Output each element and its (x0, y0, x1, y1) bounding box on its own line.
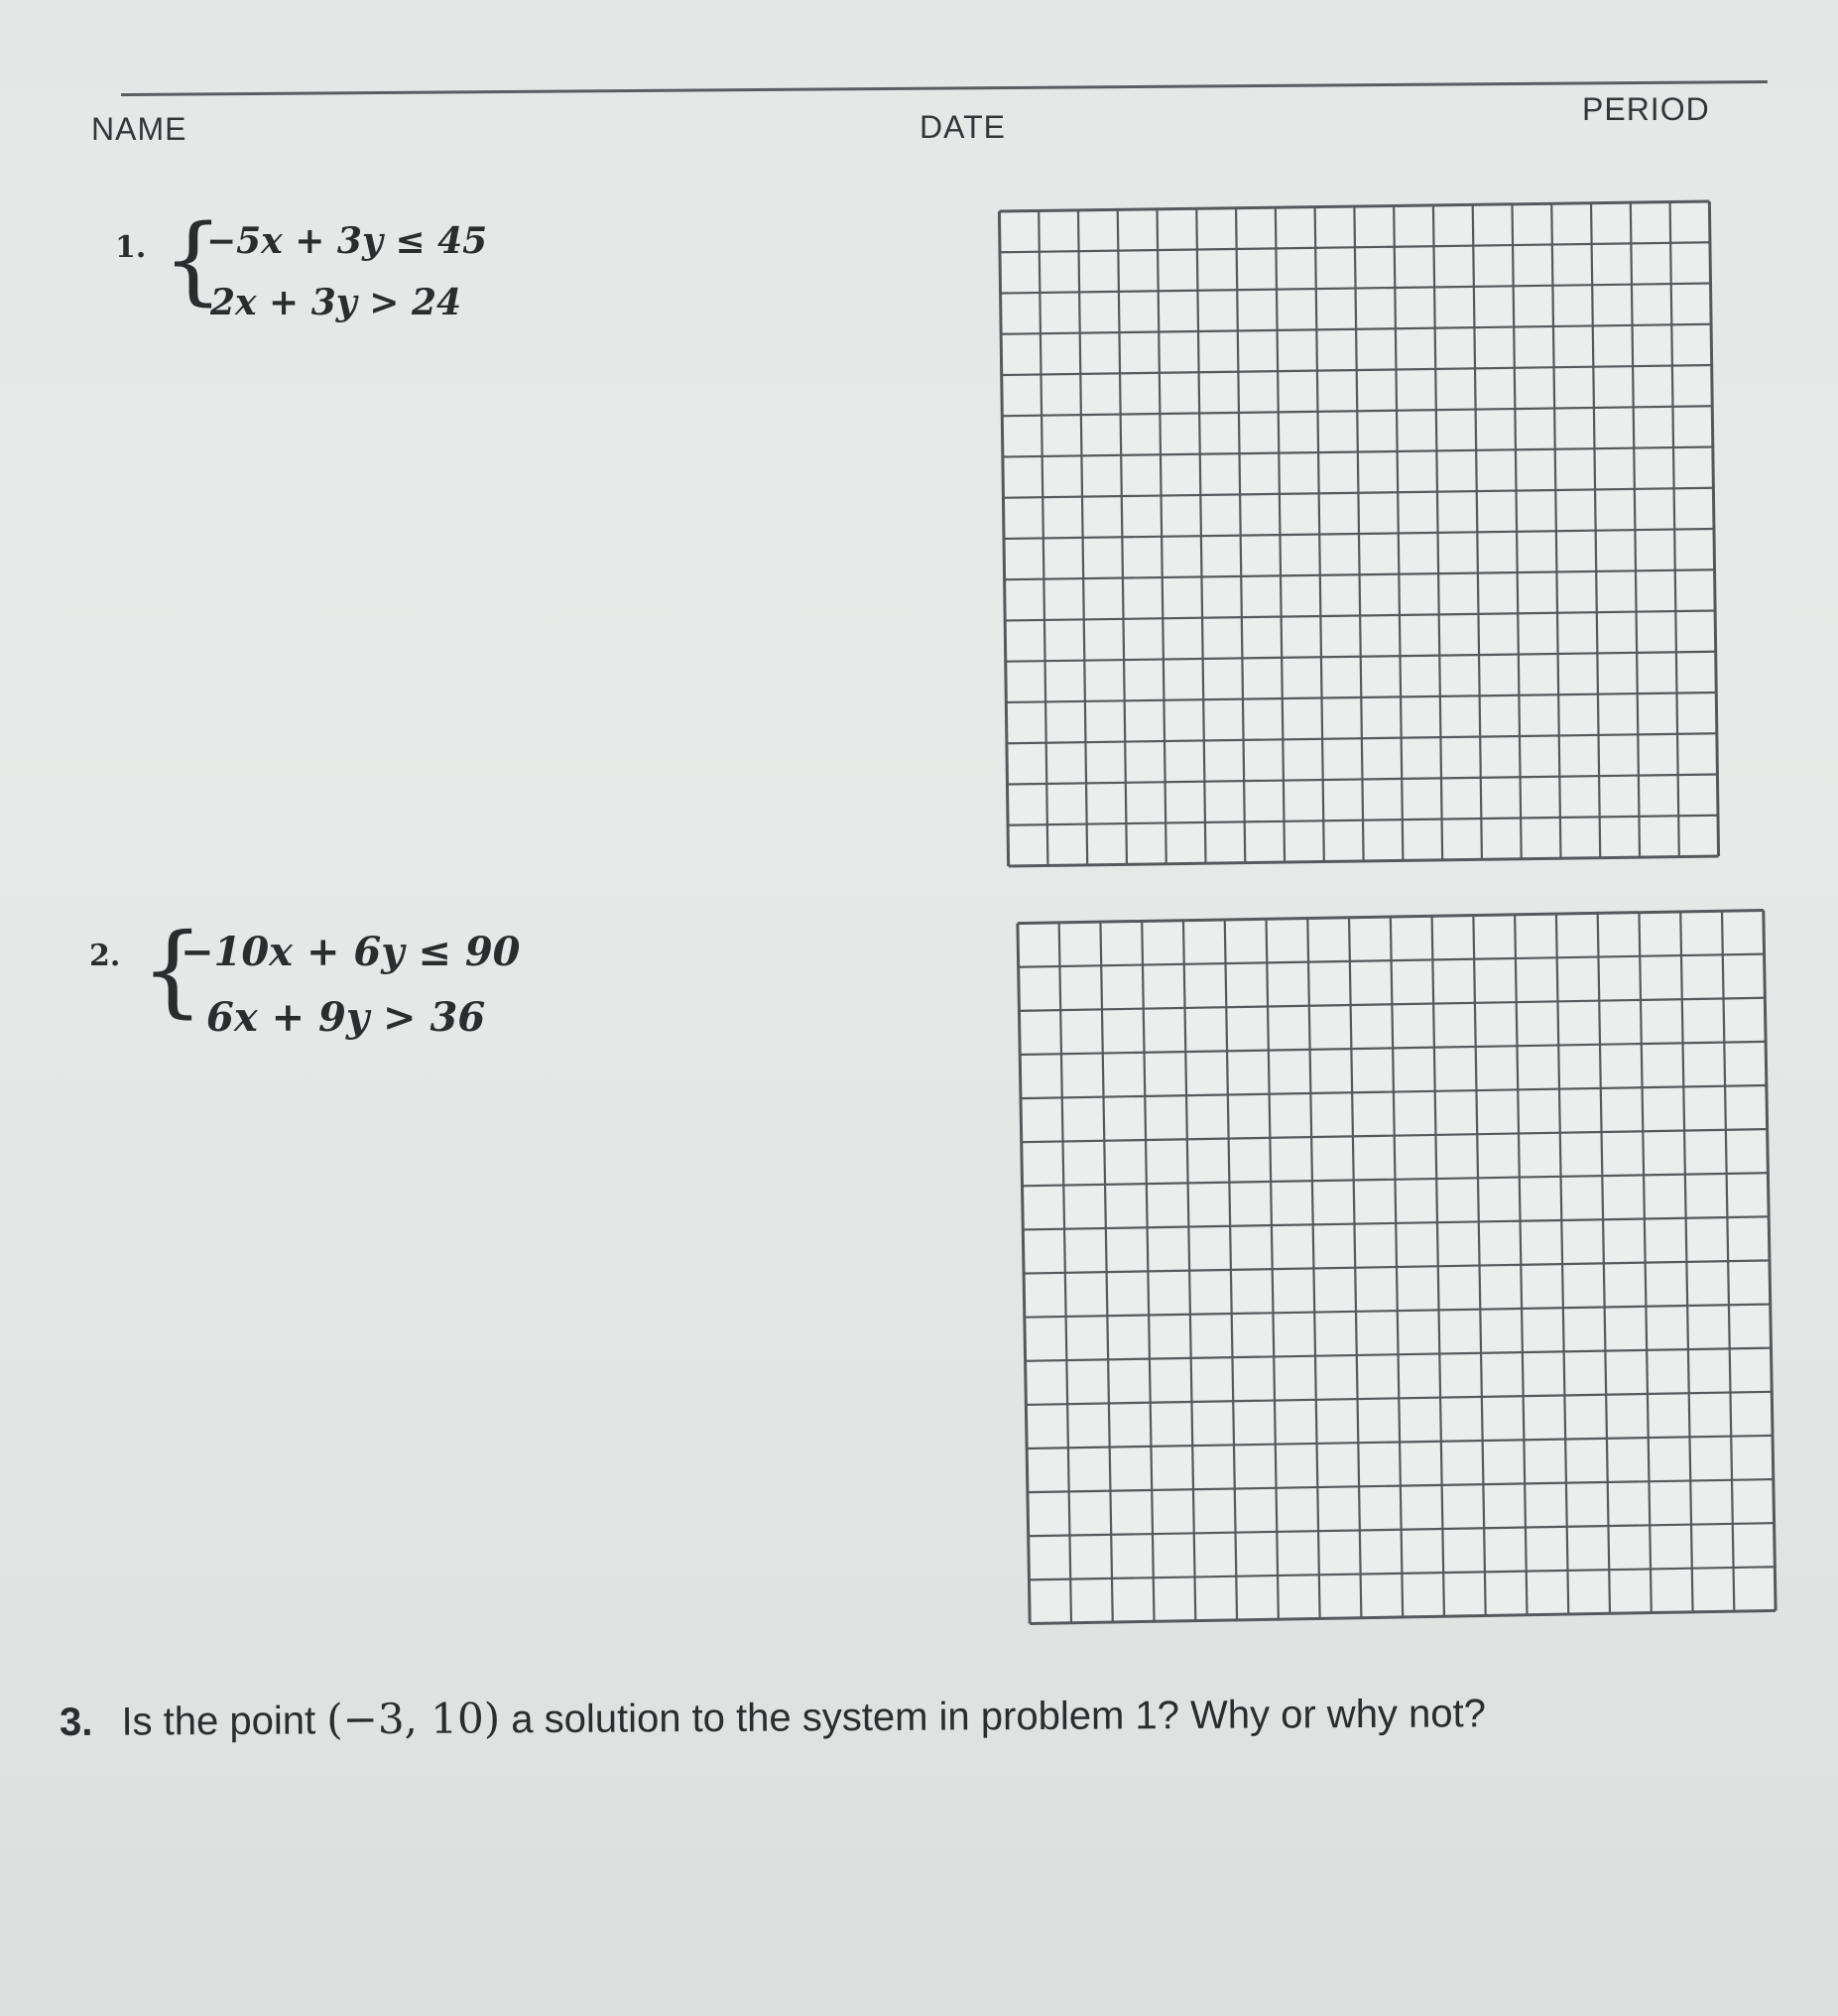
period-label: PERIOD (1582, 91, 1710, 127)
problem-1-number: 1. (115, 230, 147, 265)
brace-icon: { (141, 912, 204, 1028)
problem-1-inequality-1: −5x + 3y ≤ 45 (206, 220, 488, 262)
question-3 (60, 1688, 1486, 1745)
graph-grid-2[interactable] (1016, 908, 1777, 1625)
problem-2-inequality-2: 6x + 9y > 36 (206, 994, 486, 1041)
question-3-text-after: a solution to the system in problem 1? Why or why not? (511, 1692, 1487, 1742)
graph-grid-1[interactable] (997, 199, 1720, 868)
problem-1-inequality-2: 2x + 3y > 24 (210, 282, 462, 323)
problem-2-number: 2. (89, 939, 121, 973)
question-3-text-before: Is the point (121, 1699, 316, 1744)
brace-icon: { (163, 204, 224, 315)
question-3-number: 3. (59, 1700, 93, 1744)
header-rule (121, 80, 1768, 96)
date-label: DATE (919, 109, 1006, 145)
problem-2-inequality-1: −10x + 6y ≤ 90 (181, 929, 521, 975)
question-3-point: (−3, 10) (326, 1694, 501, 1744)
name-label: NAME (91, 111, 187, 147)
